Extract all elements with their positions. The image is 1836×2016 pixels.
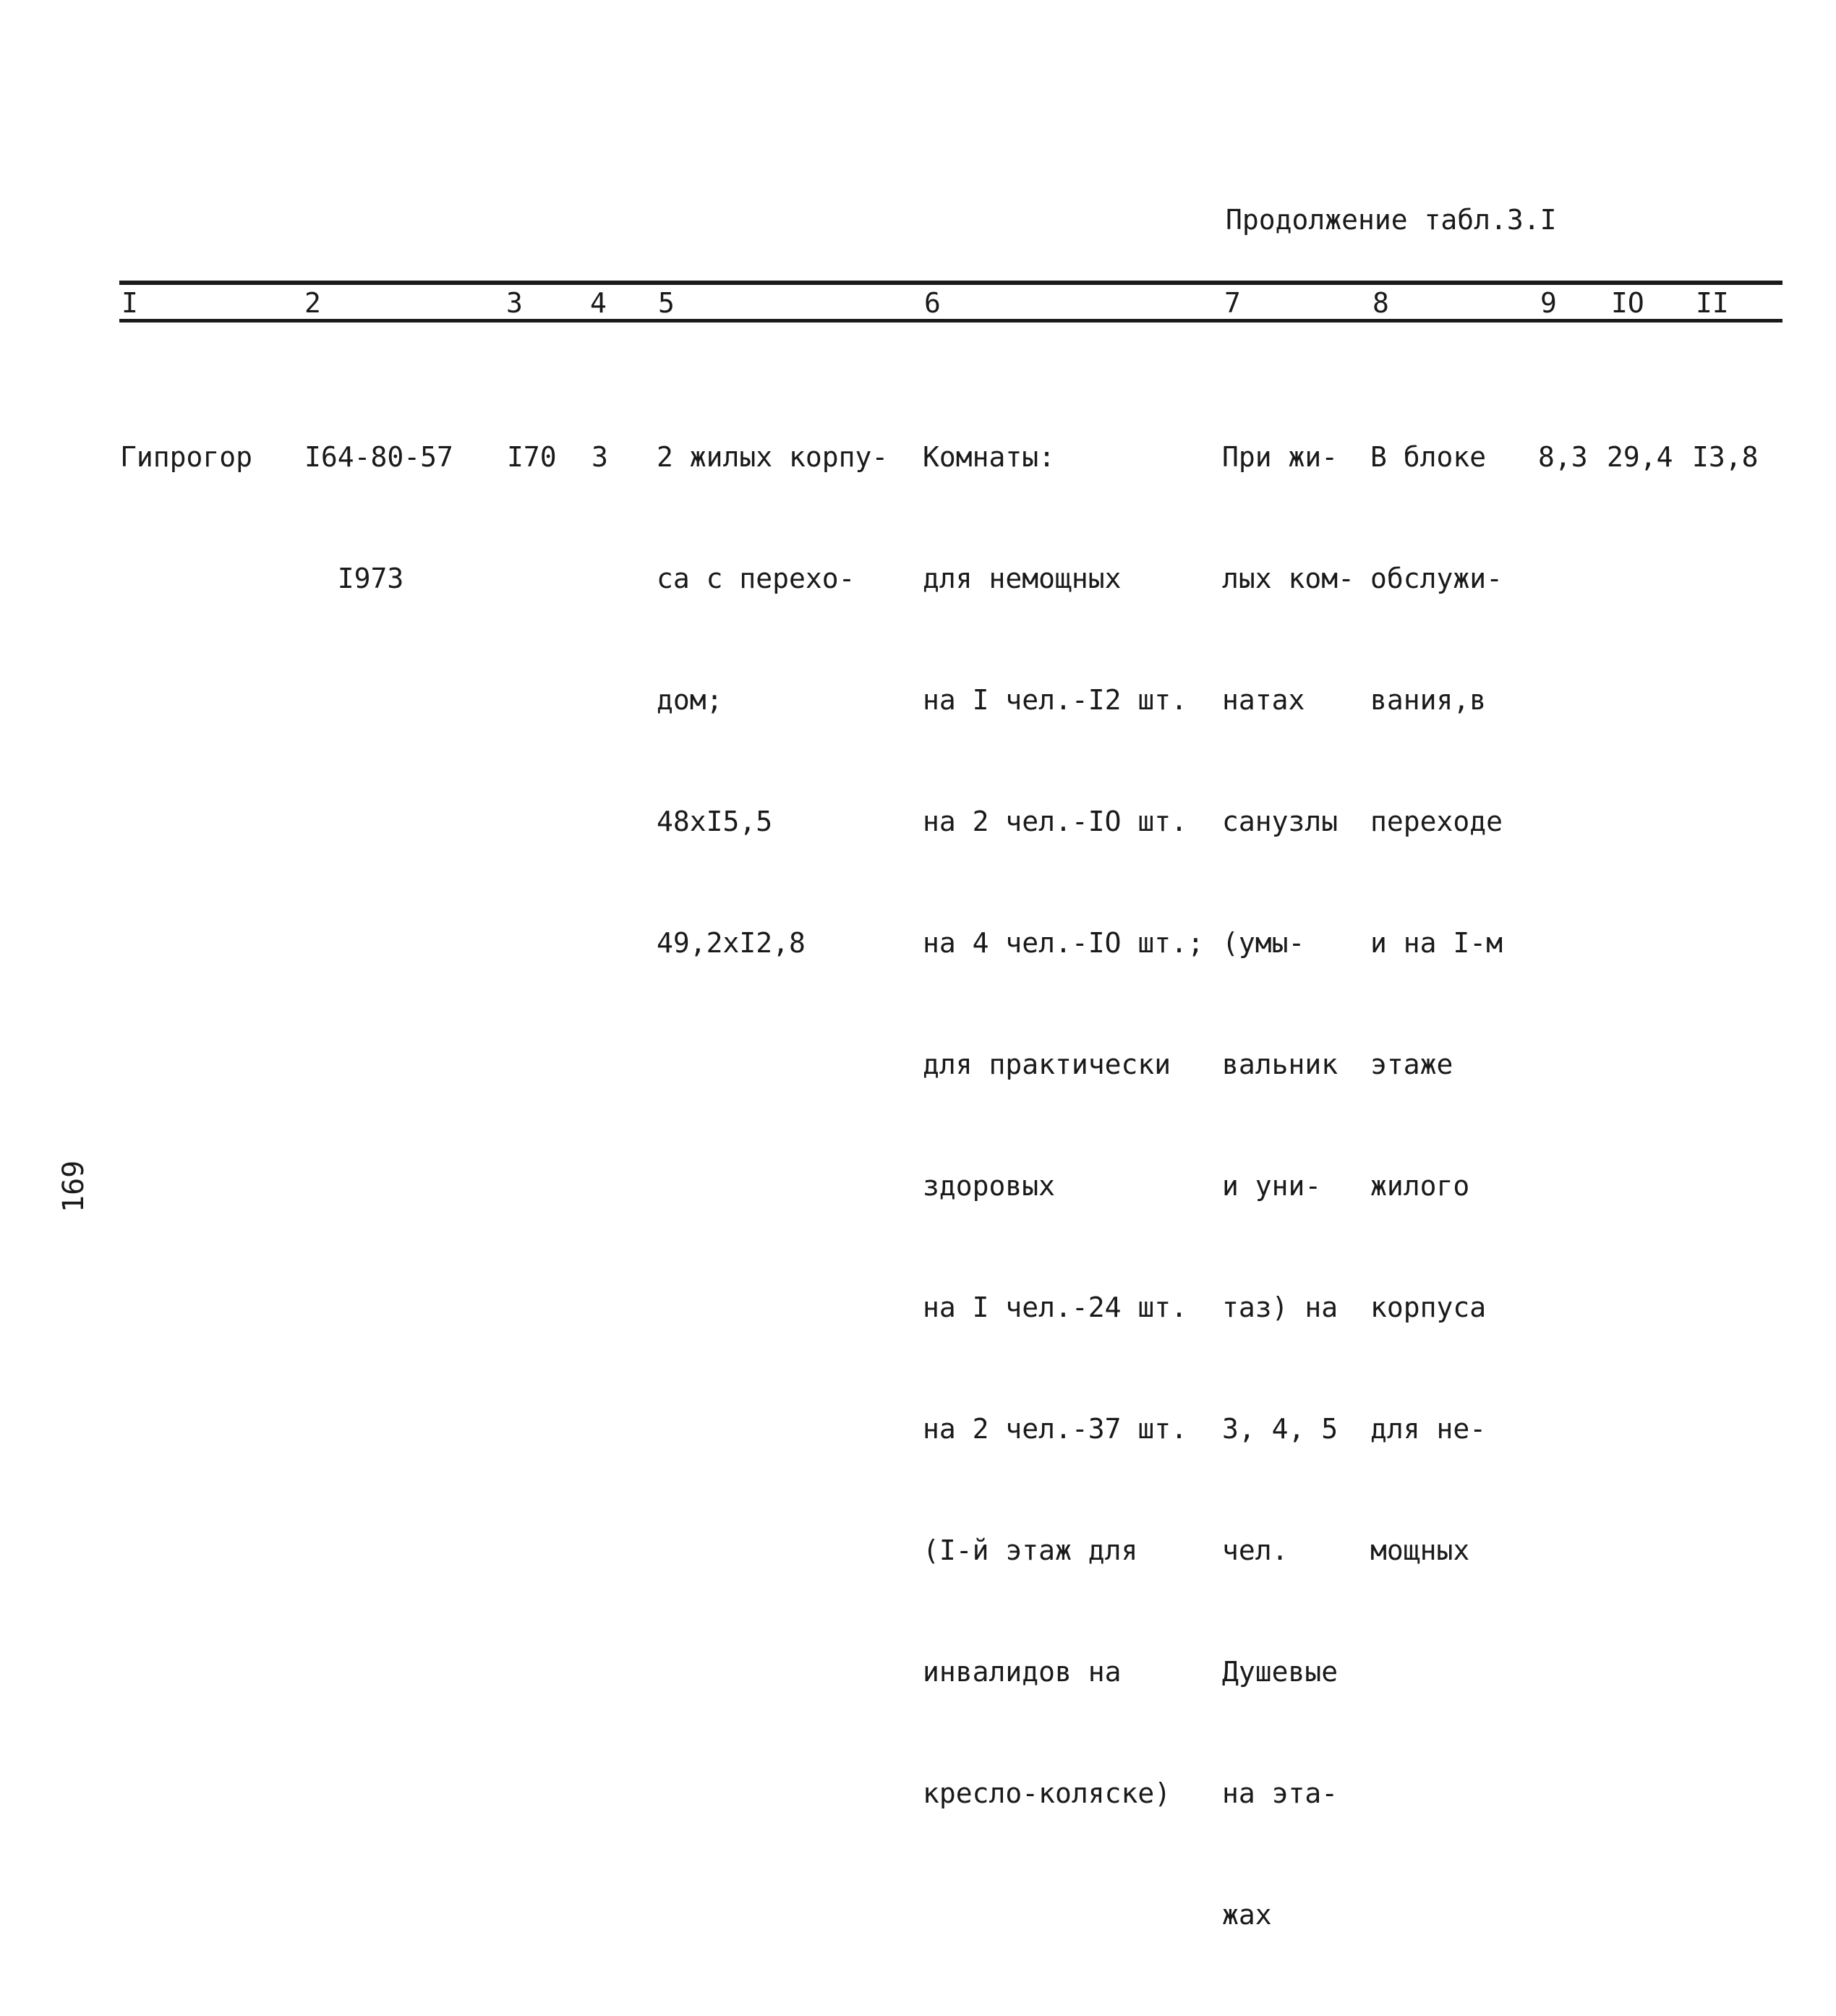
cell-rooms	[923, 356, 1204, 1895]
cell-line: для практически	[923, 1048, 1171, 1080]
column-number-9: 9	[1540, 287, 1557, 319]
cell-line: Комнаты:	[923, 441, 1056, 473]
cell-line: са с перехо-	[657, 563, 855, 594]
cell-line: на эта-	[1222, 1777, 1338, 1809]
cell-line: на 2 чел.-IO шт.	[923, 806, 1188, 837]
cell-line: 3	[592, 441, 608, 473]
cell-line: чел.	[1222, 1534, 1289, 1566]
cell-organization	[120, 356, 252, 558]
cell-line: вания,в	[1370, 684, 1487, 716]
cell-line: этаже	[1370, 1048, 1453, 1080]
cell-floors	[592, 356, 658, 558]
cell-line: корпуса	[1370, 1291, 1487, 1323]
cell-line: кресло-коляске)	[923, 1777, 1171, 1809]
cell-value-10	[1607, 356, 1673, 558]
cell-line: на 4 чел.-IO шт.;	[923, 927, 1204, 959]
cell-line: таз) на	[1222, 1291, 1338, 1323]
cell-project-number	[304, 356, 453, 680]
cell-line: санузлы	[1222, 806, 1338, 837]
cell-line: инвалидов на	[923, 1656, 1122, 1688]
cell-line: 3, 4, 5	[1222, 1413, 1338, 1445]
cell-line: обслужи-	[1370, 563, 1503, 594]
cell-line: для немощных	[923, 563, 1122, 594]
cell-line: I973	[304, 563, 404, 594]
cell-value-11	[1692, 356, 1759, 558]
cell-line: жилого	[1370, 1170, 1470, 1202]
cell-service-block	[1370, 356, 1503, 1652]
cell-line: I3,8	[1692, 441, 1759, 473]
cell-line: 8,3	[1538, 441, 1588, 473]
cell-line: дом;	[657, 684, 723, 716]
cell-line: (I-й этаж для	[923, 1534, 1138, 1566]
cell-line: вальник	[1222, 1048, 1338, 1080]
column-number-6: 6	[924, 287, 941, 319]
cell-line: 29,4	[1607, 441, 1673, 473]
cell-line: лых ком-	[1222, 563, 1355, 594]
cell-line: здоровых	[923, 1170, 1056, 1202]
cell-line: (умы-	[1222, 927, 1305, 959]
cell-line: I64-80-57	[304, 441, 453, 473]
column-number-11: II	[1696, 287, 1729, 319]
column-number-2: 2	[304, 287, 321, 319]
cell-buildings	[657, 356, 888, 1044]
cell-line: и уни-	[1222, 1170, 1322, 1202]
cell-line: на I чел.-24 шт.	[923, 1291, 1188, 1323]
cell-line: I70	[507, 441, 557, 473]
cell-line: Гипрогор	[120, 441, 253, 473]
page-number-text: 169	[57, 1160, 90, 1213]
cell-line: на I чел.-I2 шт.	[923, 684, 1188, 716]
cell-line: для не-	[1370, 1413, 1487, 1445]
cell-line: При жи-	[1222, 441, 1338, 473]
cell-line: Душевые	[1222, 1656, 1338, 1688]
table-header-rule	[119, 319, 1782, 323]
cell-line: 2 жилых корпу-	[657, 441, 889, 473]
column-number-7: 7	[1224, 287, 1241, 319]
cell-line: натах	[1222, 684, 1305, 716]
column-number-5: 5	[658, 287, 675, 319]
column-number-10: IO	[1611, 287, 1644, 319]
column-number-1: I	[121, 287, 138, 319]
page-number	[52, 1160, 110, 1213]
cell-line: на 2 чел.-37 шт.	[923, 1413, 1188, 1445]
table-top-rule	[119, 281, 1782, 285]
cell-line: мощных	[1370, 1534, 1470, 1566]
column-number-4: 4	[590, 287, 607, 319]
cell-sanitary	[1222, 356, 1354, 2016]
cell-line: В блоке	[1370, 441, 1487, 473]
column-number-3: 3	[506, 287, 523, 319]
cell-line: и на I-м	[1370, 927, 1503, 959]
cell-line: переходе	[1370, 806, 1503, 837]
cell-line: 49,2xI2,8	[657, 927, 806, 959]
cell-line: жах	[1222, 1899, 1272, 1931]
cell-capacity	[507, 356, 573, 558]
table-caption: Продолжение табл.3.I	[1226, 204, 1557, 236]
cell-value-9	[1538, 356, 1605, 558]
cell-line: 48xI5,5	[657, 806, 773, 837]
column-number-8: 8	[1372, 287, 1389, 319]
